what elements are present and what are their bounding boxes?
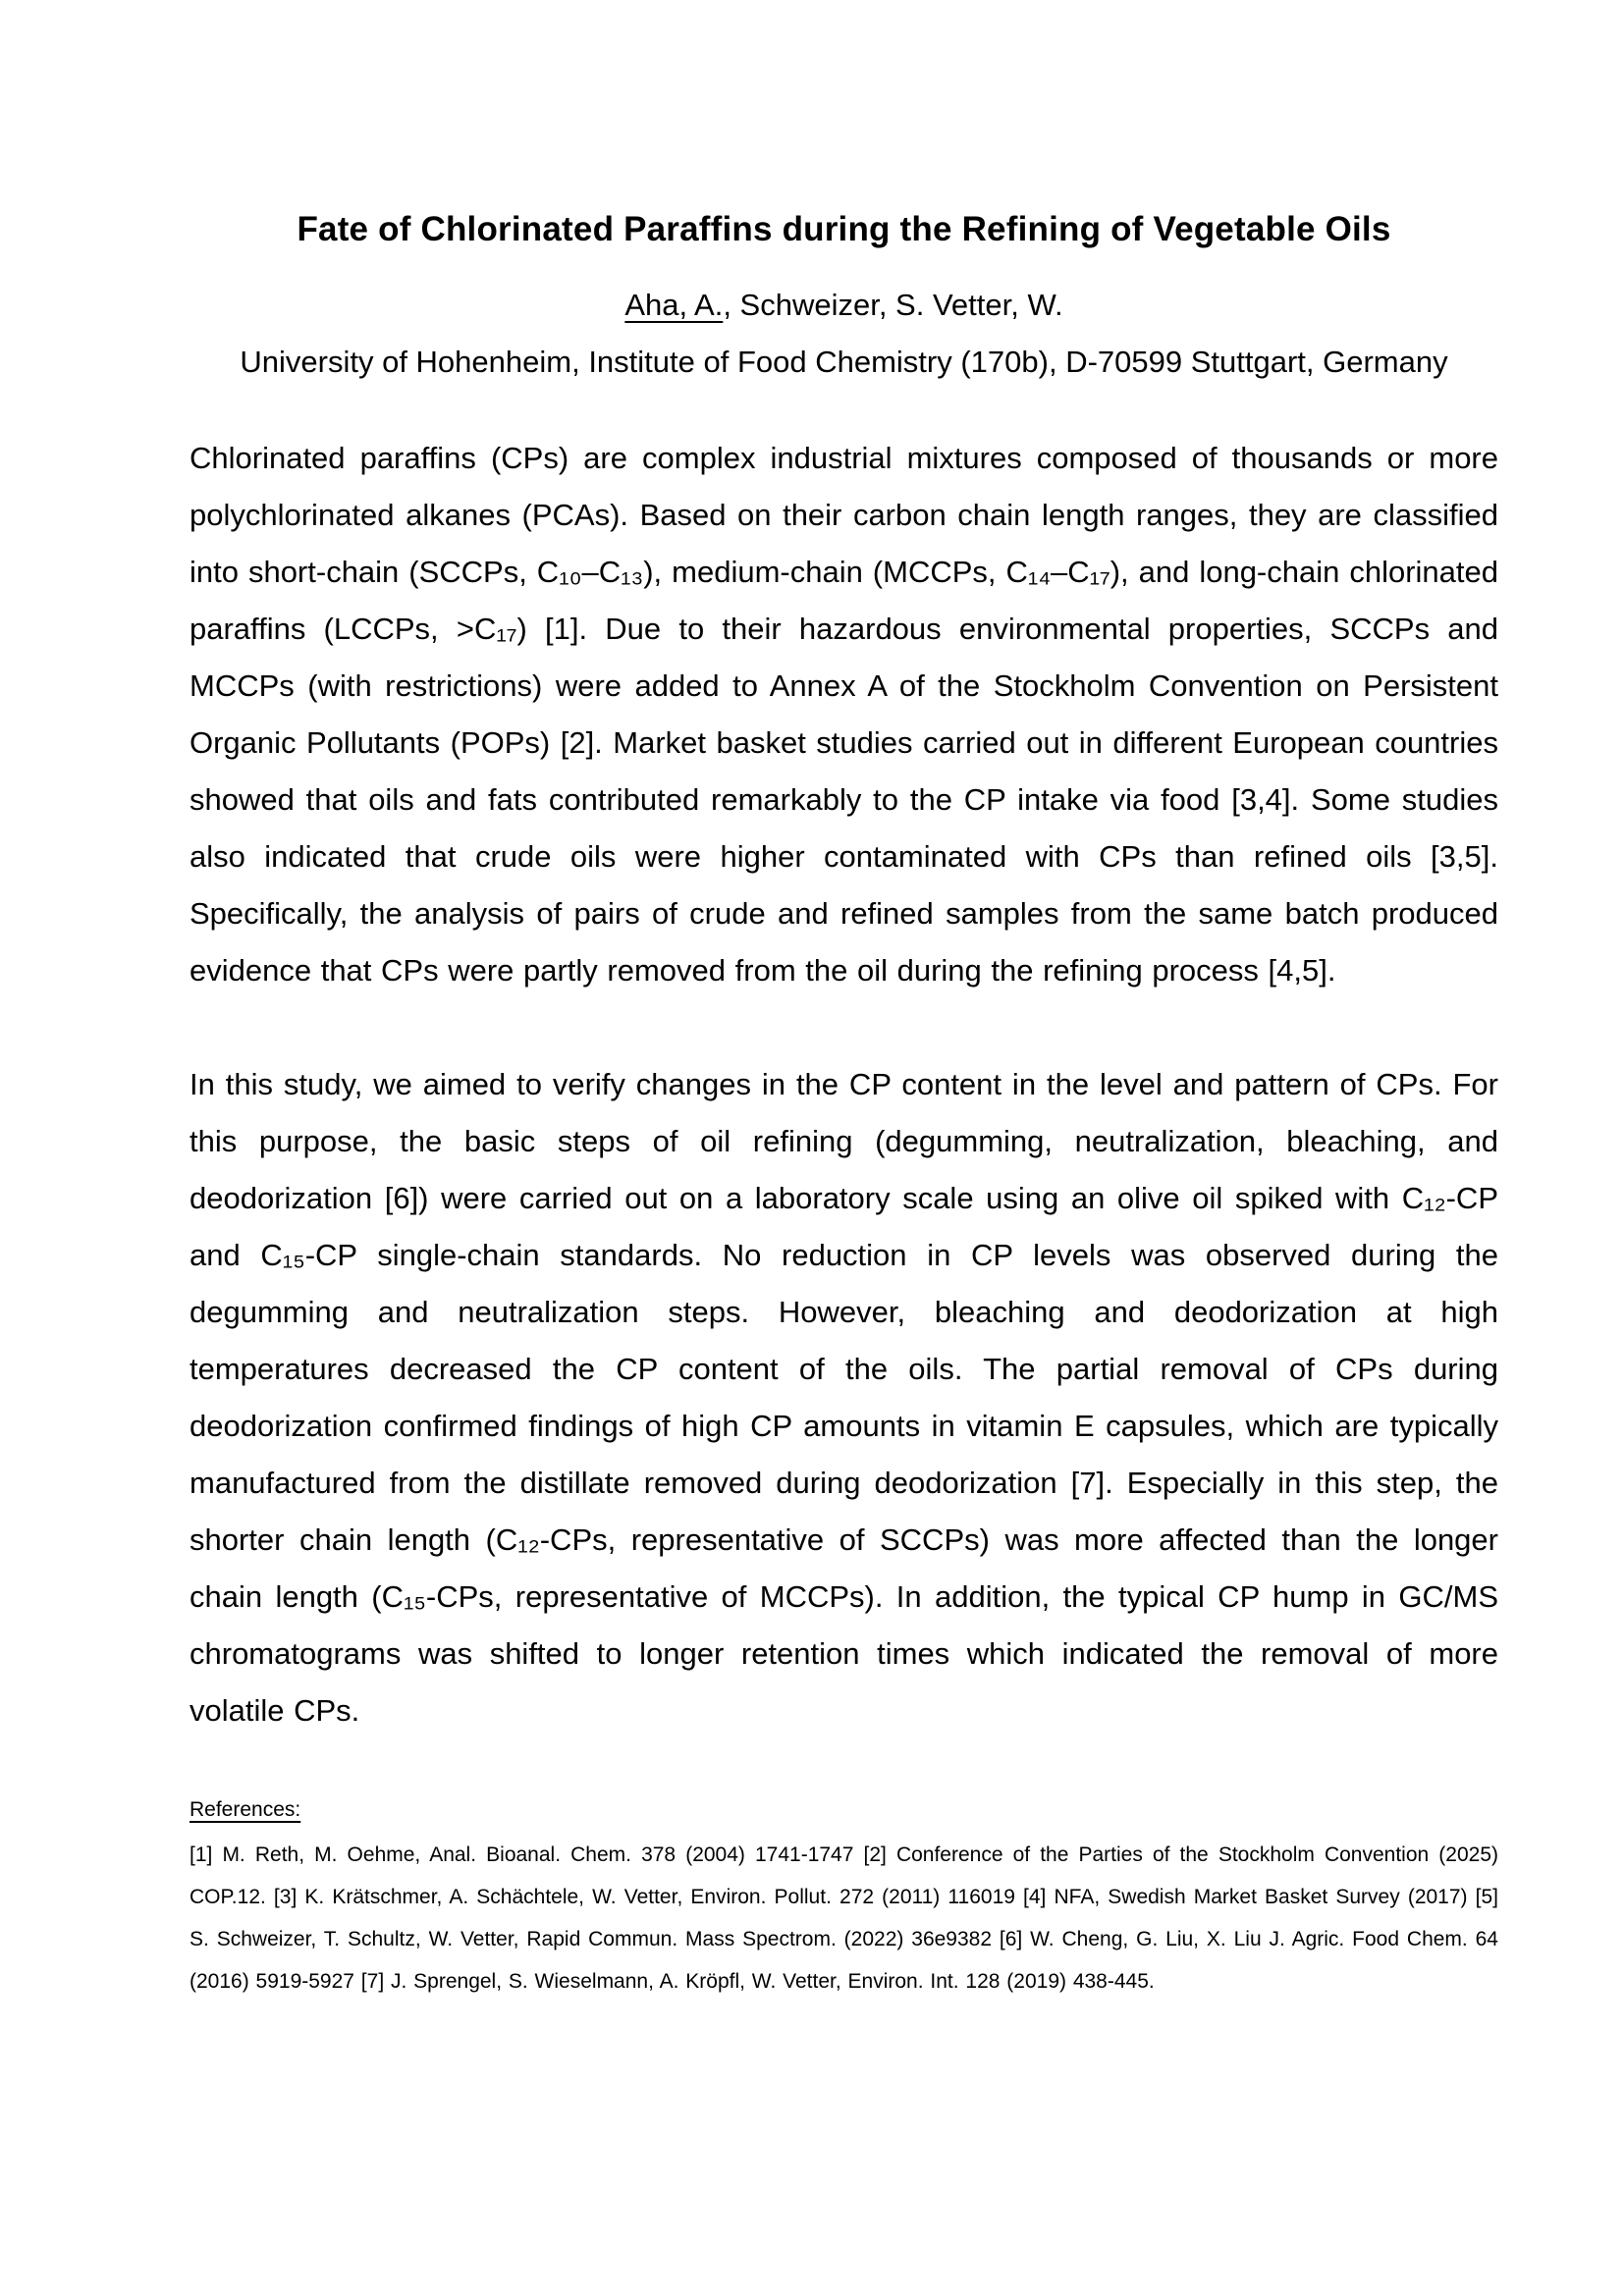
presenting-author: Aha, A. <box>624 288 724 322</box>
abstract-paragraph-2: In this study, we aimed to verify changes in the CP content in the level and pattern of CPs. For this purpose, the basic steps of oil refining (degumming, neutralization, bleaching, and deodorization [6]) were carried out on a laboratory scale using an olive oil spiked with C₁₂-CP and C₁₅-CP single-chain standards. No reduction in CP levels was observed during the degumming and neutralization steps. However, bleaching and deodorization at high temperatures decreased the CP content of the oils. The partial removal of CPs during deodorization confirmed findings of high CP amounts in vitamin E capsules, which are typically manufactured from the distillate removed during deodorization [7]. Especially in this step, the shorter chain length (C₁₂-CPs, representative of SCCPs) was more affected than the longer chain length (C₁₅-CPs, representative of MCCPs). In addition, the typical CP hump in GC/MS chromatograms was shifted to longer retention times which indicated the removal of more volatile CPs. <box>189 1067 1498 1728</box>
references-heading <box>189 1794 1498 1826</box>
references-text: [1] M. Reth, M. Oehme, Anal. Bioanal. Chem. 378 (2004) 1741-1747 [2] Conference of the Parties of the Stockholm Convention (2025) COP.12. [3] K. Krätschmer, A. Schächtele, W. Vetter, Environ. Pollut. 272 (2011) 116019 [4] NFA, Swedish Market Basket Survey (2017) [5] S. Schweizer, T. Schultz, W. Vetter, Rapid Commun. Mass Spectrom. (2022) 36e9382 [6] W. Cheng, G. Liu, X. Liu J. Agric. Food Chem. 64 (2016) 5919-5927 [7] J. Sprengel, S. Wieselmann, A. Kröpfl, W. Vetter, Environ. Int. 128 (2019) 438-445. <box>189 1843 1498 1993</box>
abstract-paragraph-1: Chlorinated paraffins (CPs) are complex industrial mixtures composed of thousands or more polychlorinated alkanes (PCAs). Based on their carbon chain length ranges, they are classified into short-chain (SCCPs, C₁₀–C₁₃), medium-chain (MCCPs, C₁₄–C₁₇), and long-chain chlorinated paraffins (LCCPs, >C₁₇) [1]. Due to their hazardous environmental properties, SCCPs and MCCPs (with restrictions) were added to Annex A of the Stockholm Convention on Persistent Organic Pollutants (POPs) [2]. Market basket studies carried out in different European countries showed that oils and fats contributed remarkably to the CP intake via food [3,4]. Some studies also indicated that crude oils were higher contaminated with CPs than refined oils [3,5]. Specifically, the analysis of pairs of crude and refined samples from the same batch produced evidence that CPs were partly removed from the oil during the refining process [4,5]. <box>189 441 1498 988</box>
authors-line <box>189 277 1498 334</box>
coauthors: , Schweizer, S. Vetter, W. <box>723 288 1063 322</box>
references-heading-text: References: <box>189 1798 301 1821</box>
paper-title: Fate of Chlorinated Paraffins during the Refining of Vegetable Oils <box>297 210 1391 248</box>
affiliation-line: University of Hohenheim, Institute of Food Chemistry (170b), D-70599 Stuttgart, Germany <box>240 345 1448 379</box>
